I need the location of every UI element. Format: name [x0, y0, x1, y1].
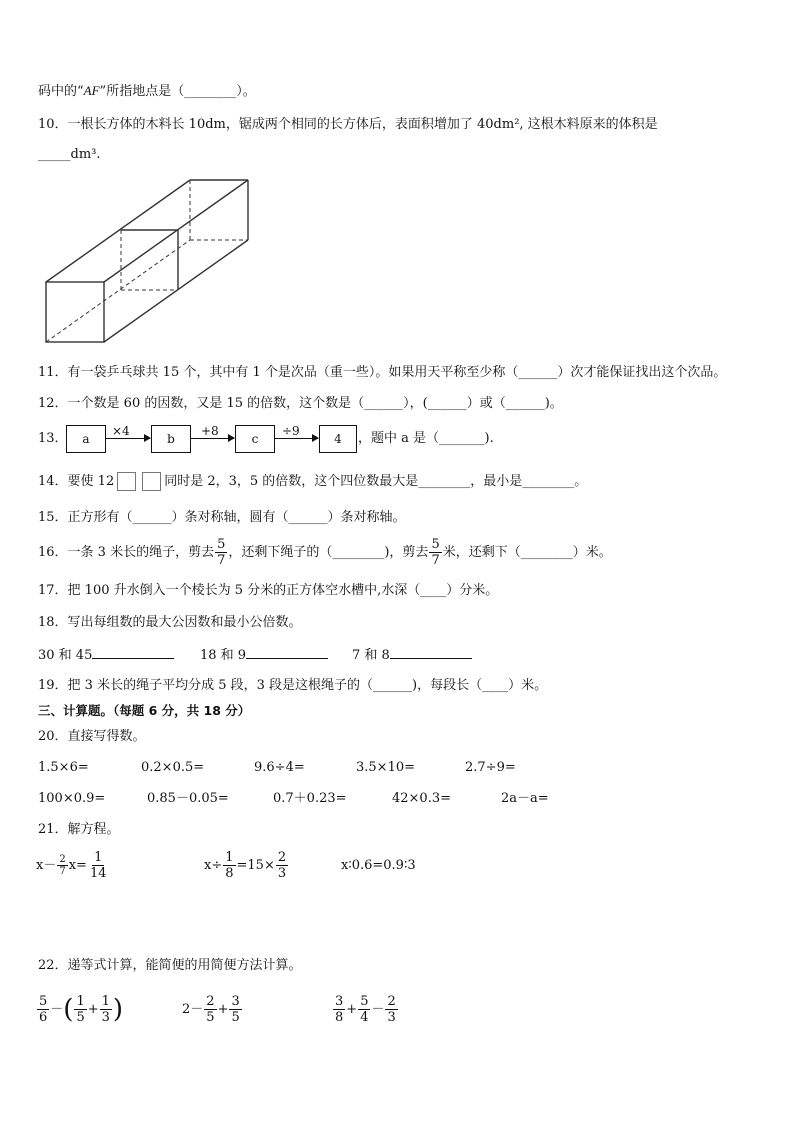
flow-box-b: b: [151, 425, 191, 453]
cuboid-figure: [38, 176, 254, 346]
q14-text: 14．要使 12 同时是 2，3，5 的倍数，这个四位数最大是________，最小是________。: [38, 474, 588, 489]
q11-text: 11．有一袋乒乓球共 15 个，其中有 1 个是次品（重一些）。如果用天平称至少称（______）次才能保证找出这个次品。: [38, 365, 727, 380]
section-heading: 三、计算题。（每题 6 分，共 18 分）: [38, 703, 251, 718]
expression-3: $\frac{3}{8}$ + $\frac{5}{4}$ － $\frac{2}{3}$: [335, 994, 396, 1025]
fraction: $\frac{5}{7}$: [431, 537, 440, 568]
equation-2: x÷ $\frac{1}{8}$ =15× $\frac{2}{3}$: [204, 850, 287, 881]
digit-box-2: [142, 472, 161, 491]
calc-item: 42×0.3=: [392, 791, 452, 806]
q20-title: 20．直接写得数。: [38, 729, 146, 744]
flow-op-1: ×4: [112, 424, 130, 438]
equation-1: x－ $\frac{2}{7}$ x= $\frac{1}{14}$: [36, 850, 107, 881]
calc-item: 0.85－0.05=: [147, 791, 229, 806]
q18-item-3: 7 和 8: [352, 646, 472, 665]
q19-text: 19．把 3 米长的绳子平均分成 5 段，3 段是这根绳子的（______)，每段长（____）米。: [38, 678, 548, 693]
flow-box-result: 4: [319, 425, 357, 453]
flow-arrow-2: [190, 438, 234, 439]
equation-3: x∶0.6=0.9∶3: [341, 858, 416, 873]
calc-item: 9.6÷4=: [254, 760, 305, 775]
q22-title: 22．递等式计算，能简便的用简便方法计算。: [38, 958, 302, 973]
calc-item: 1.5×6=: [38, 760, 89, 775]
flow-box-c: c: [235, 425, 275, 453]
q13-number: 13．: [38, 431, 68, 446]
flow-arrow-1: [105, 438, 150, 439]
q18-item-1: 30 和 45: [38, 646, 174, 665]
flow-box-a: a: [66, 425, 106, 453]
q10-text: 10．一根长方体的木料长 10dm，锯成两个相同的长方体后，表面积增加了 40dm², 这根木料原来的体积是: [38, 117, 658, 132]
expression-2: 2－ $\frac{2}{5}$ + $\frac{3}{5}$: [182, 994, 240, 1025]
q18-item-2: 18 和 9: [200, 646, 328, 665]
q9-tail: 码中的“AF”所指地点是（________）。: [38, 83, 256, 99]
q15-text: 15．正方形有（______）条对称轴，圆有（______）条对称轴。: [38, 510, 406, 525]
calc-item: 2.7÷9=: [465, 760, 516, 775]
flow-op-3: ÷9: [282, 424, 300, 438]
calc-item: 3.5×10=: [356, 760, 416, 775]
fraction: $\frac{5}{7}$: [217, 537, 226, 568]
q13-tail: ，题中 a 是（_______).: [358, 431, 494, 446]
calc-item: 0.7＋0.23=: [273, 791, 347, 806]
flow-arrow-3: [274, 438, 318, 439]
digit-box-1: [117, 472, 136, 491]
q21-title: 21．解方程。: [38, 822, 120, 837]
q12-text: 12．一个数是 60 的因数，又是 15 的倍数，这个数是（______），(______）或（______)。: [38, 396, 563, 411]
calc-item: 2a－a=: [501, 791, 549, 806]
q17-text: 17．把 100 升水倒入一个棱长为 5 分米的正方体空水槽中,水深（____）分米。: [38, 583, 499, 598]
calc-item: 0.2×0.5=: [141, 760, 205, 775]
expression-1: $\frac{5}{6}$ －( $\frac{1}{5}$ + $\frac{1}{3}$ ): [39, 994, 124, 1025]
q10-answer-line: _____dm³.: [38, 147, 101, 162]
q18-title: 18．写出每组数的最大公因数和最小公倍数。: [38, 615, 302, 630]
flow-op-2: +8: [201, 424, 219, 438]
q16-text: 16．一条 3 米长的绳子，剪去 $\frac{5}{7}$ ，还剩下绳子的（________)，剪去 $\frac{5}{7}$ 米，还剩下（________）米。: [38, 537, 612, 568]
calc-item: 100×0.9=: [38, 791, 106, 806]
